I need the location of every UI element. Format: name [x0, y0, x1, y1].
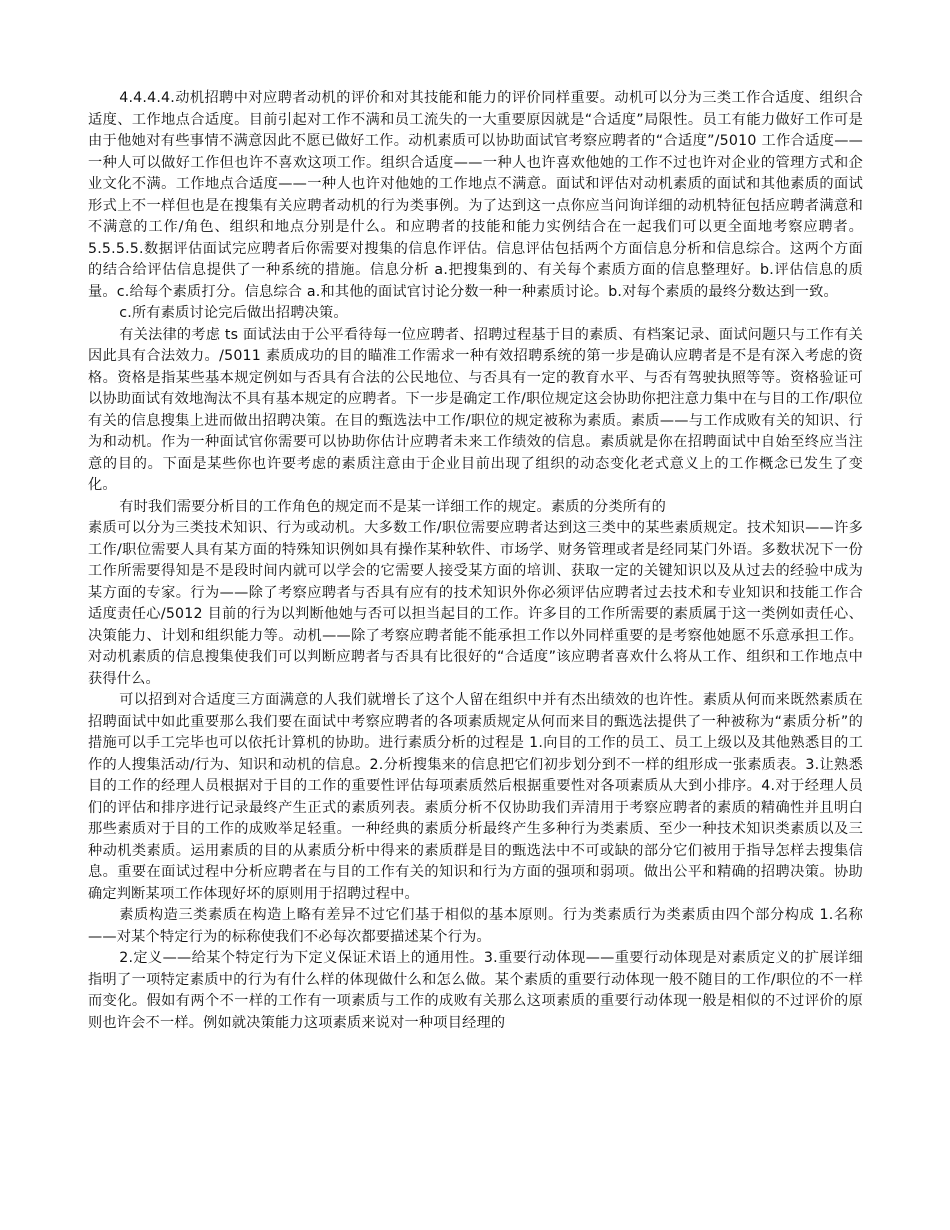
paragraph: 有关法律的考虑 ts 面试法由于公平看待每一位应聘者、招聘过程基于目的素质、有档案记录、面试问题只与工作有关因此具有合法效力。/5011 素质成功的目的瞄准工作需求一种有效招聘系统的第一步是确认应聘者是不是有深入考虑的资格。资格是指某些基本规定例如与否具有合法的公民地位、与否具有一定的教育水平、与否有驾驶执照等等。资格验证可以协助面试有效地淘汰不具有基本规定的应聘者。下一步是确定工作/职位规定这会协助你把注意力集中在与目的工作/职位有关的信息搜集上进而做出招聘决策。在目的甄选法中工作/职位的规定被称为素质。素质——与工作成败有关的知识、行为和动机。作为一种面试官你需要可以协助你估计应聘者未来工作绩效的信息。素质就是你在招聘面试中自始至终应当注意的目的。下面是某些你也许要考虑的素质注意由于企业目前出现了组织的动态变化老式意义上的工作概念已发生了变化。 [88, 326, 863, 493]
paragraph: 2.定义——给某个特定行为下定义保证术语上的通用性。3.重要行动体现——重要行动体现是对素质定义的扩展详细指明了一项特定素质中的行为有什么样的体现做什么和怎么做。某个素质的重要行动体现一般不随目的工作/职位的不一样而变化。假如有两个不一样的工作有一项素质与工作的成败有关那么这项素质的重要行动体现一般是相似的不过评价的原则也许会不一样。例如就决策能力这项素质来说对一种项目经理的 [88, 950, 863, 1031]
paragraph: 素质构造三类素质在构造上略有差异不过它们基于相似的基本原则。行为类素质行为类素质由四个部分构成 1.名称——对某个特定行为的标称使我们不必每次都要描述某个行为。 [88, 907, 863, 945]
paragraph: 素质可以分为三类技术知识、行为或动机。大多数工作/职位需要应聘者达到这三类中的某些素质规定。技术知识——许多工作/职位需要人具有某方面的特殊知识例如具有操作某种软件、市场学、财务管理或者是经同某门外语。多数状况下一份工作所需要得知是不是段时间内就可以学会的它需要人接受某方面的培训、获取一定的关键知识以及从过去的经验中成为某方面的专家。行为——除了考察应聘者与否具有应有的技术知识外你必须评估应聘者过去技术和专业知识和技能工作合适度责任心/5012 目前的行为以判断他她与否可以担当起目的工作。许多目的工作所需要的素质属于这一类例如责任心、决策能力、计划和组织能力等。动机——除了考察应聘者能不能承担工作以外同样重要的是考察他她愿不乐意承担工作。对动机素质的信息搜集使我们可以判断应聘者与否具有比很好的“合适度”该应聘者喜欢什么将从工作、组织和工作地点中获得什么。 [88, 520, 863, 687]
paragraph: 可以招到对合适度三方面满意的人我们就增长了这个人留在组织中并有杰出绩效的也许性。素质从何而来既然素质在招聘面试中如此重要那么我们要在面试中考察应聘者的各项素质规定从何而来目的甄选法提供了一种被称为“素质分析”的措施可以手工完毕也可以依托计算机的协助。进行素质分析的过程是 1.向目的工作的员工、员工上级以及其他熟悉目的工作的人搜集活动/行为、知识和动机的信息。2.分析搜集来的信息把它们初步划分到不一样的组形成一张素质表。3.让熟悉目的工作的经理人员根据对于目的工作的重要性评估每项素质然后根据重要性对各项素质从大到小排序。4.对于经理人员们的评估和排序进行记录最终产生正式的素质列表。素质分析不仅协助我们弄清用于考察应聘者的素质的精确性并且明白那些素质对于目的工作的成败举足轻重。一种经典的素质分析最终产生多种行为类素质、至少一种技术知识类素质以及三种动机类素质。运用素质的目的从素质分析中得来的素质群是目的甄选法中不可或缺的部分它们被用于指导怎样去搜集信息。重要在面试过程中分析应聘者在与目的工作有关的知识和行为方面的强项和弱项。做出公平和精确的招聘决策。协助确定判断某项工作体现好坏的原则用于招聘过程中。 [88, 692, 863, 902]
document-body [88, 88, 863, 1034]
paragraph: c.所有素质讨论完后做出招聘决策。 [119, 305, 348, 321]
paragraph: 4.4.4.4.动机招聘中对应聘者动机的评价和对其技能和能力的评价同样重要。动机可以分为三类工作合适度、组织合适度、工作地点合适度。目前引起对工作不满和员工流失的一大重要原因就是“合适度”局限性。员工有能力做好工作可是由于他她对有些事情不满意因此不愿已做好工作。动机素质可以协助面试官考察应聘者的“合适度”/5010 工作合适度——一种人可以做好工作但也许不喜欢这项工作。组织合适度——一种人也许喜欢他她的工作不过也许对企业的管理方式和企业文化不满。工作地点合适度——一种人也许对他她的工作地点不满意。面试和评估对动机素质的面试和其他素质的面试形式上不一样但也是在搜集有关应聘者动机的行为类事例。为了达到这一点你应当问询详细的动机特征包括应聘者满意和不满意的工作/角色、组织和地点分别是什么。和应聘者的技能和能力实例结合在一起我们可以更全面地考察应聘者。5.5.5.5.数据评估面试完应聘者后你需要对搜集的信息作评估。信息评估包括两个方面信息分析和信息综合。这两个方面的结合给评估信息提供了一种系统的措施。信息分析 a.把搜集到的、有关每个素质方面的信息整理好。b.评估信息的质量。c.给每个素质打分。信息综合 a.和其他的面试官讨论分数一种一种素质讨论。b.对每个素质的最终分数达到一致。 [88, 90, 863, 300]
paragraph: 有时我们需要分析目的工作角色的规定而不是某一详细工作的规定。素质的分类所有的 [119, 498, 666, 515]
